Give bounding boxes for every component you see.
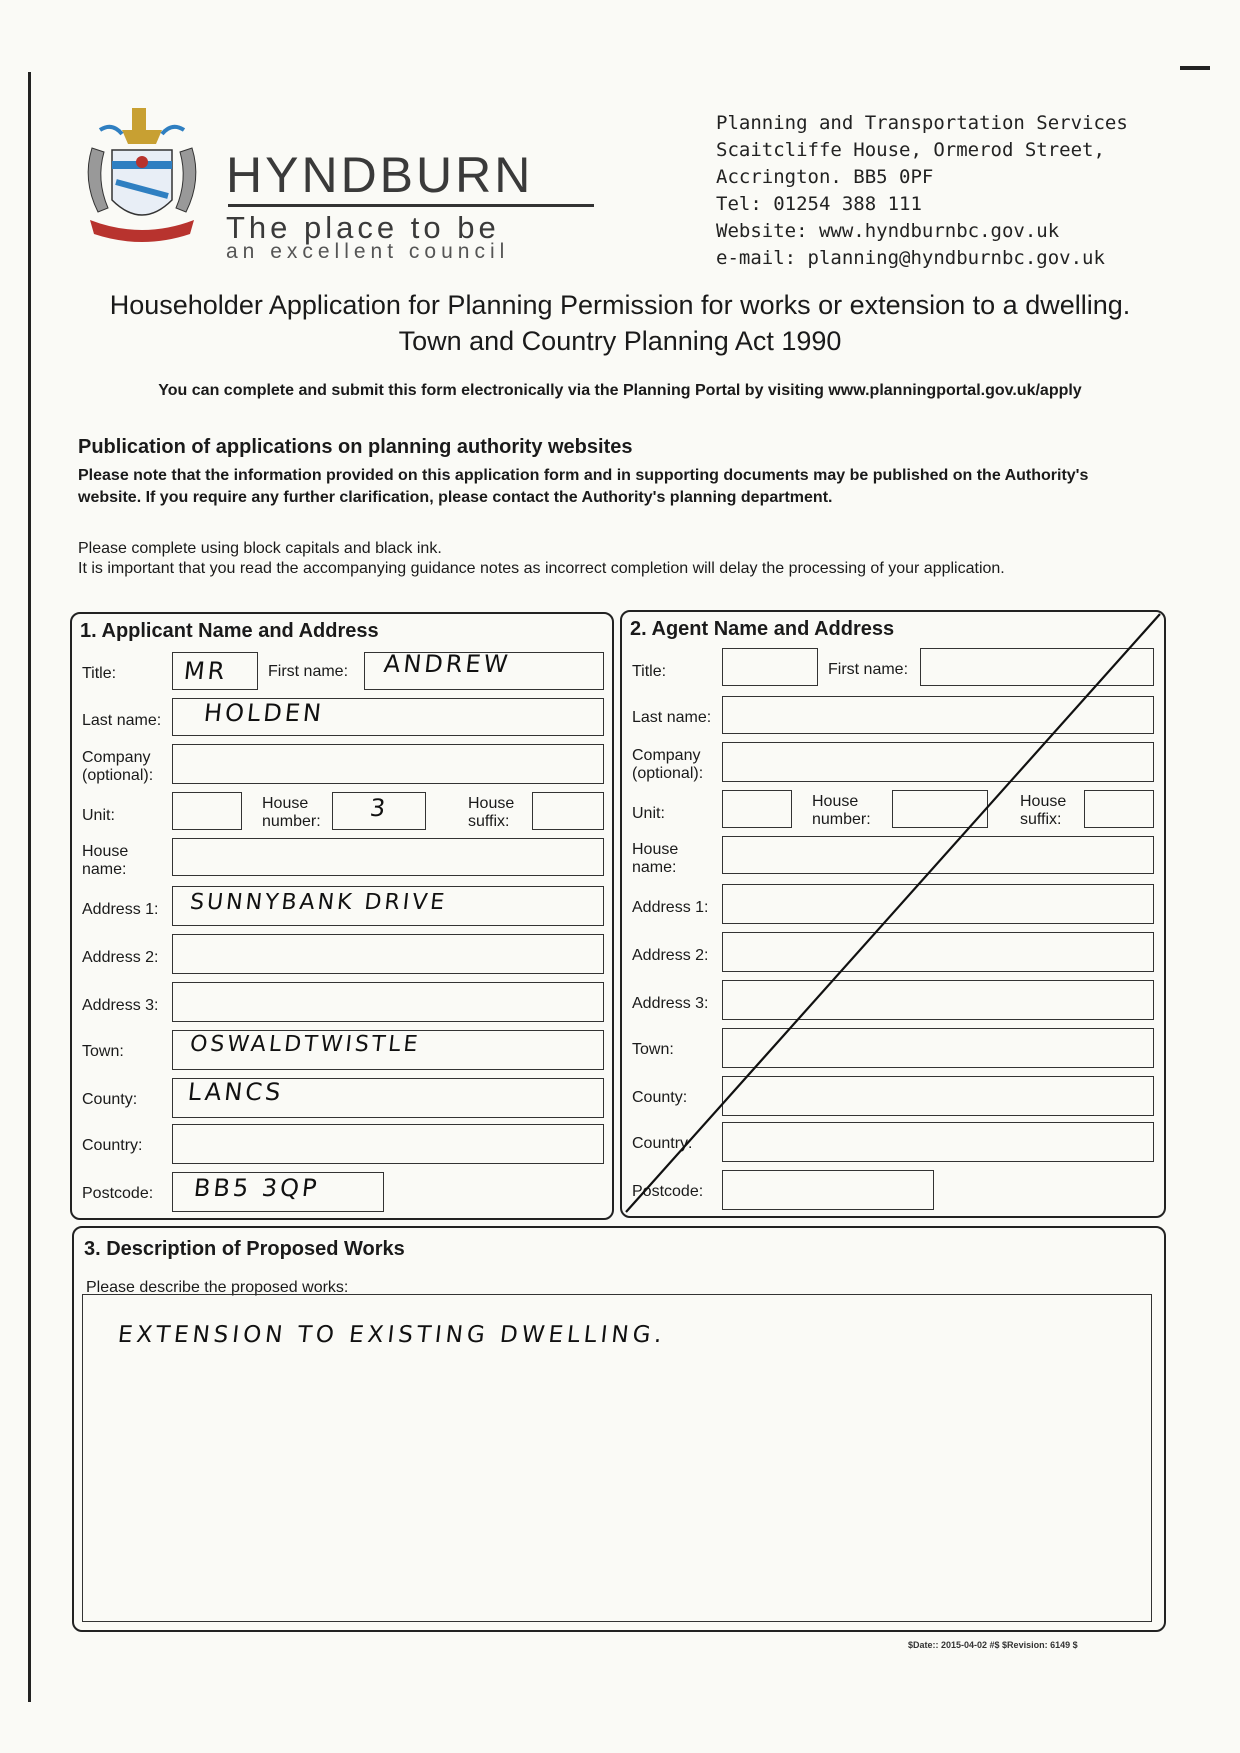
- agent-address1-label: Address 1:: [632, 899, 709, 916]
- first-name-value: ANDREW: [382, 650, 512, 678]
- first-name-label: First name:: [268, 663, 349, 680]
- corner-mark: [1180, 66, 1210, 70]
- description-section: [72, 1226, 1166, 1632]
- address1-label: Address 1:: [82, 901, 159, 918]
- instruction-line: Please complete using block capitals and black ink.: [78, 540, 442, 557]
- agent-house-name-label: House: [632, 841, 679, 858]
- applicant-section: [70, 612, 614, 1220]
- unit-field[interactable]: [172, 792, 242, 830]
- company-optional-label: (optional):: [82, 767, 154, 784]
- form-title: Householder Application for Planning Permission for works or extension to a dwelling.: [109, 290, 1131, 320]
- house-name-label: House: [82, 843, 129, 860]
- county-label: County:: [82, 1091, 138, 1108]
- publication-text: Please note that the information provided on this application form and in supporting documents may be published on the Authority's website. If you require any further clarification, please contact the Authority's planning department.: [78, 467, 1089, 506]
- instruction-line: It is important that you read the accompanying guidance notes as incorrect completion will delay the processing of your application.: [78, 560, 1005, 577]
- publication-heading: Publication of applications on planning authority websites: [78, 436, 633, 458]
- council-address-block: [716, 110, 1128, 272]
- brand-name: HYNDBURN: [226, 147, 534, 203]
- house-suffix-label: House: [468, 795, 515, 812]
- brand-divider: [228, 204, 594, 207]
- house-name-field[interactable]: [172, 838, 604, 876]
- agent-last-name-label: Last name:: [632, 709, 712, 726]
- agent-company-label: Company: [632, 747, 701, 764]
- town-value: OSWALDTWISTLE: [188, 1032, 422, 1057]
- section-heading: 2. Agent Name and Address: [630, 618, 895, 640]
- agent-country-label: Country:: [632, 1135, 693, 1152]
- agent-postcode-label: Postcode:: [632, 1183, 704, 1200]
- agent-house-name-label-2: name:: [632, 859, 677, 876]
- house-suffix-field[interactable]: [532, 792, 604, 830]
- county-value: LANCS: [186, 1078, 285, 1106]
- address-line: e-mail: planning@hyndburnbc.gov.uk: [716, 247, 1105, 269]
- last-name-label: Last name:: [82, 712, 162, 729]
- address-line: Tel: 01254 388 111: [716, 193, 922, 215]
- agent-title-label: Title:: [632, 663, 667, 680]
- form-subtitle: Town and Country Planning Act 1990: [398, 326, 842, 356]
- portal-note: You can complete and submit this form electronically via the Planning Portal by visiting www.planningportal.gov.uk/apply: [158, 382, 1082, 399]
- company-field[interactable]: [172, 744, 604, 784]
- address-line: Scaitcliffe House, Ormerod Street,: [716, 139, 1105, 161]
- unit-label: Unit:: [82, 807, 115, 824]
- agent-unit-label: Unit:: [632, 805, 665, 822]
- agent-section: [620, 610, 1166, 1218]
- council-crest-icon: [72, 100, 212, 270]
- agent-house-suffix-label-2: suffix:: [1020, 811, 1062, 828]
- address-line: Website: www.hyndburnbc.gov.uk: [716, 220, 1060, 242]
- cross-out-line: [622, 612, 1164, 1216]
- address2-label: Address 2:: [82, 949, 159, 966]
- section-heading: 3. Description of Proposed Works: [84, 1238, 405, 1260]
- agent-company-optional-label: (optional):: [632, 765, 704, 782]
- town-label: Town:: [82, 1043, 124, 1060]
- title-label: Title:: [82, 665, 117, 682]
- postcode-value: BB5 3QP: [192, 1174, 321, 1202]
- address2-field[interactable]: [172, 934, 604, 974]
- address3-label: Address 3:: [82, 997, 159, 1014]
- revision-stamp: $Date:: 2015-04-02 #$ $Revision: 6149 $: [908, 1640, 1078, 1650]
- agent-house-number-label: House: [812, 793, 859, 810]
- country-label: Country:: [82, 1137, 143, 1154]
- house-number-label: House: [262, 795, 309, 812]
- house-suffix-label-2: suffix:: [468, 813, 510, 830]
- agent-county-label: County:: [632, 1089, 688, 1106]
- address-line: Accrington. BB5 0PF: [716, 166, 934, 188]
- postcode-label: Postcode:: [82, 1185, 154, 1202]
- address3-field[interactable]: [172, 982, 604, 1022]
- company-label: Company: [82, 749, 151, 766]
- description-prompt: Please describe the proposed works:: [86, 1279, 349, 1296]
- last-name-value: HOLDEN: [202, 699, 326, 727]
- agent-address2-label: Address 2:: [632, 947, 709, 964]
- country-field[interactable]: [172, 1124, 604, 1164]
- agent-address3-label: Address 3:: [632, 995, 709, 1012]
- description-value: EXTENSION TO EXISTING DWELLING.: [116, 1322, 668, 1348]
- agent-house-number-label-2: number:: [812, 811, 871, 828]
- brand-tagline: The place to be: [226, 210, 500, 245]
- brand-subtagline: an excellent council: [226, 240, 510, 263]
- agent-town-label: Town:: [632, 1041, 674, 1058]
- house-number-value: 3: [368, 794, 390, 822]
- agent-first-name-label: First name:: [828, 661, 909, 678]
- title-value: MR: [182, 657, 229, 685]
- house-name-label-2: name:: [82, 861, 127, 878]
- address-line: Planning and Transportation Services: [716, 112, 1128, 134]
- agent-house-suffix-label: House: [1020, 793, 1067, 810]
- section-heading: 1. Applicant Name and Address: [80, 620, 379, 642]
- address1-value: SUNNYBANK DRIVE: [188, 890, 449, 915]
- house-number-label-2: number:: [262, 813, 321, 830]
